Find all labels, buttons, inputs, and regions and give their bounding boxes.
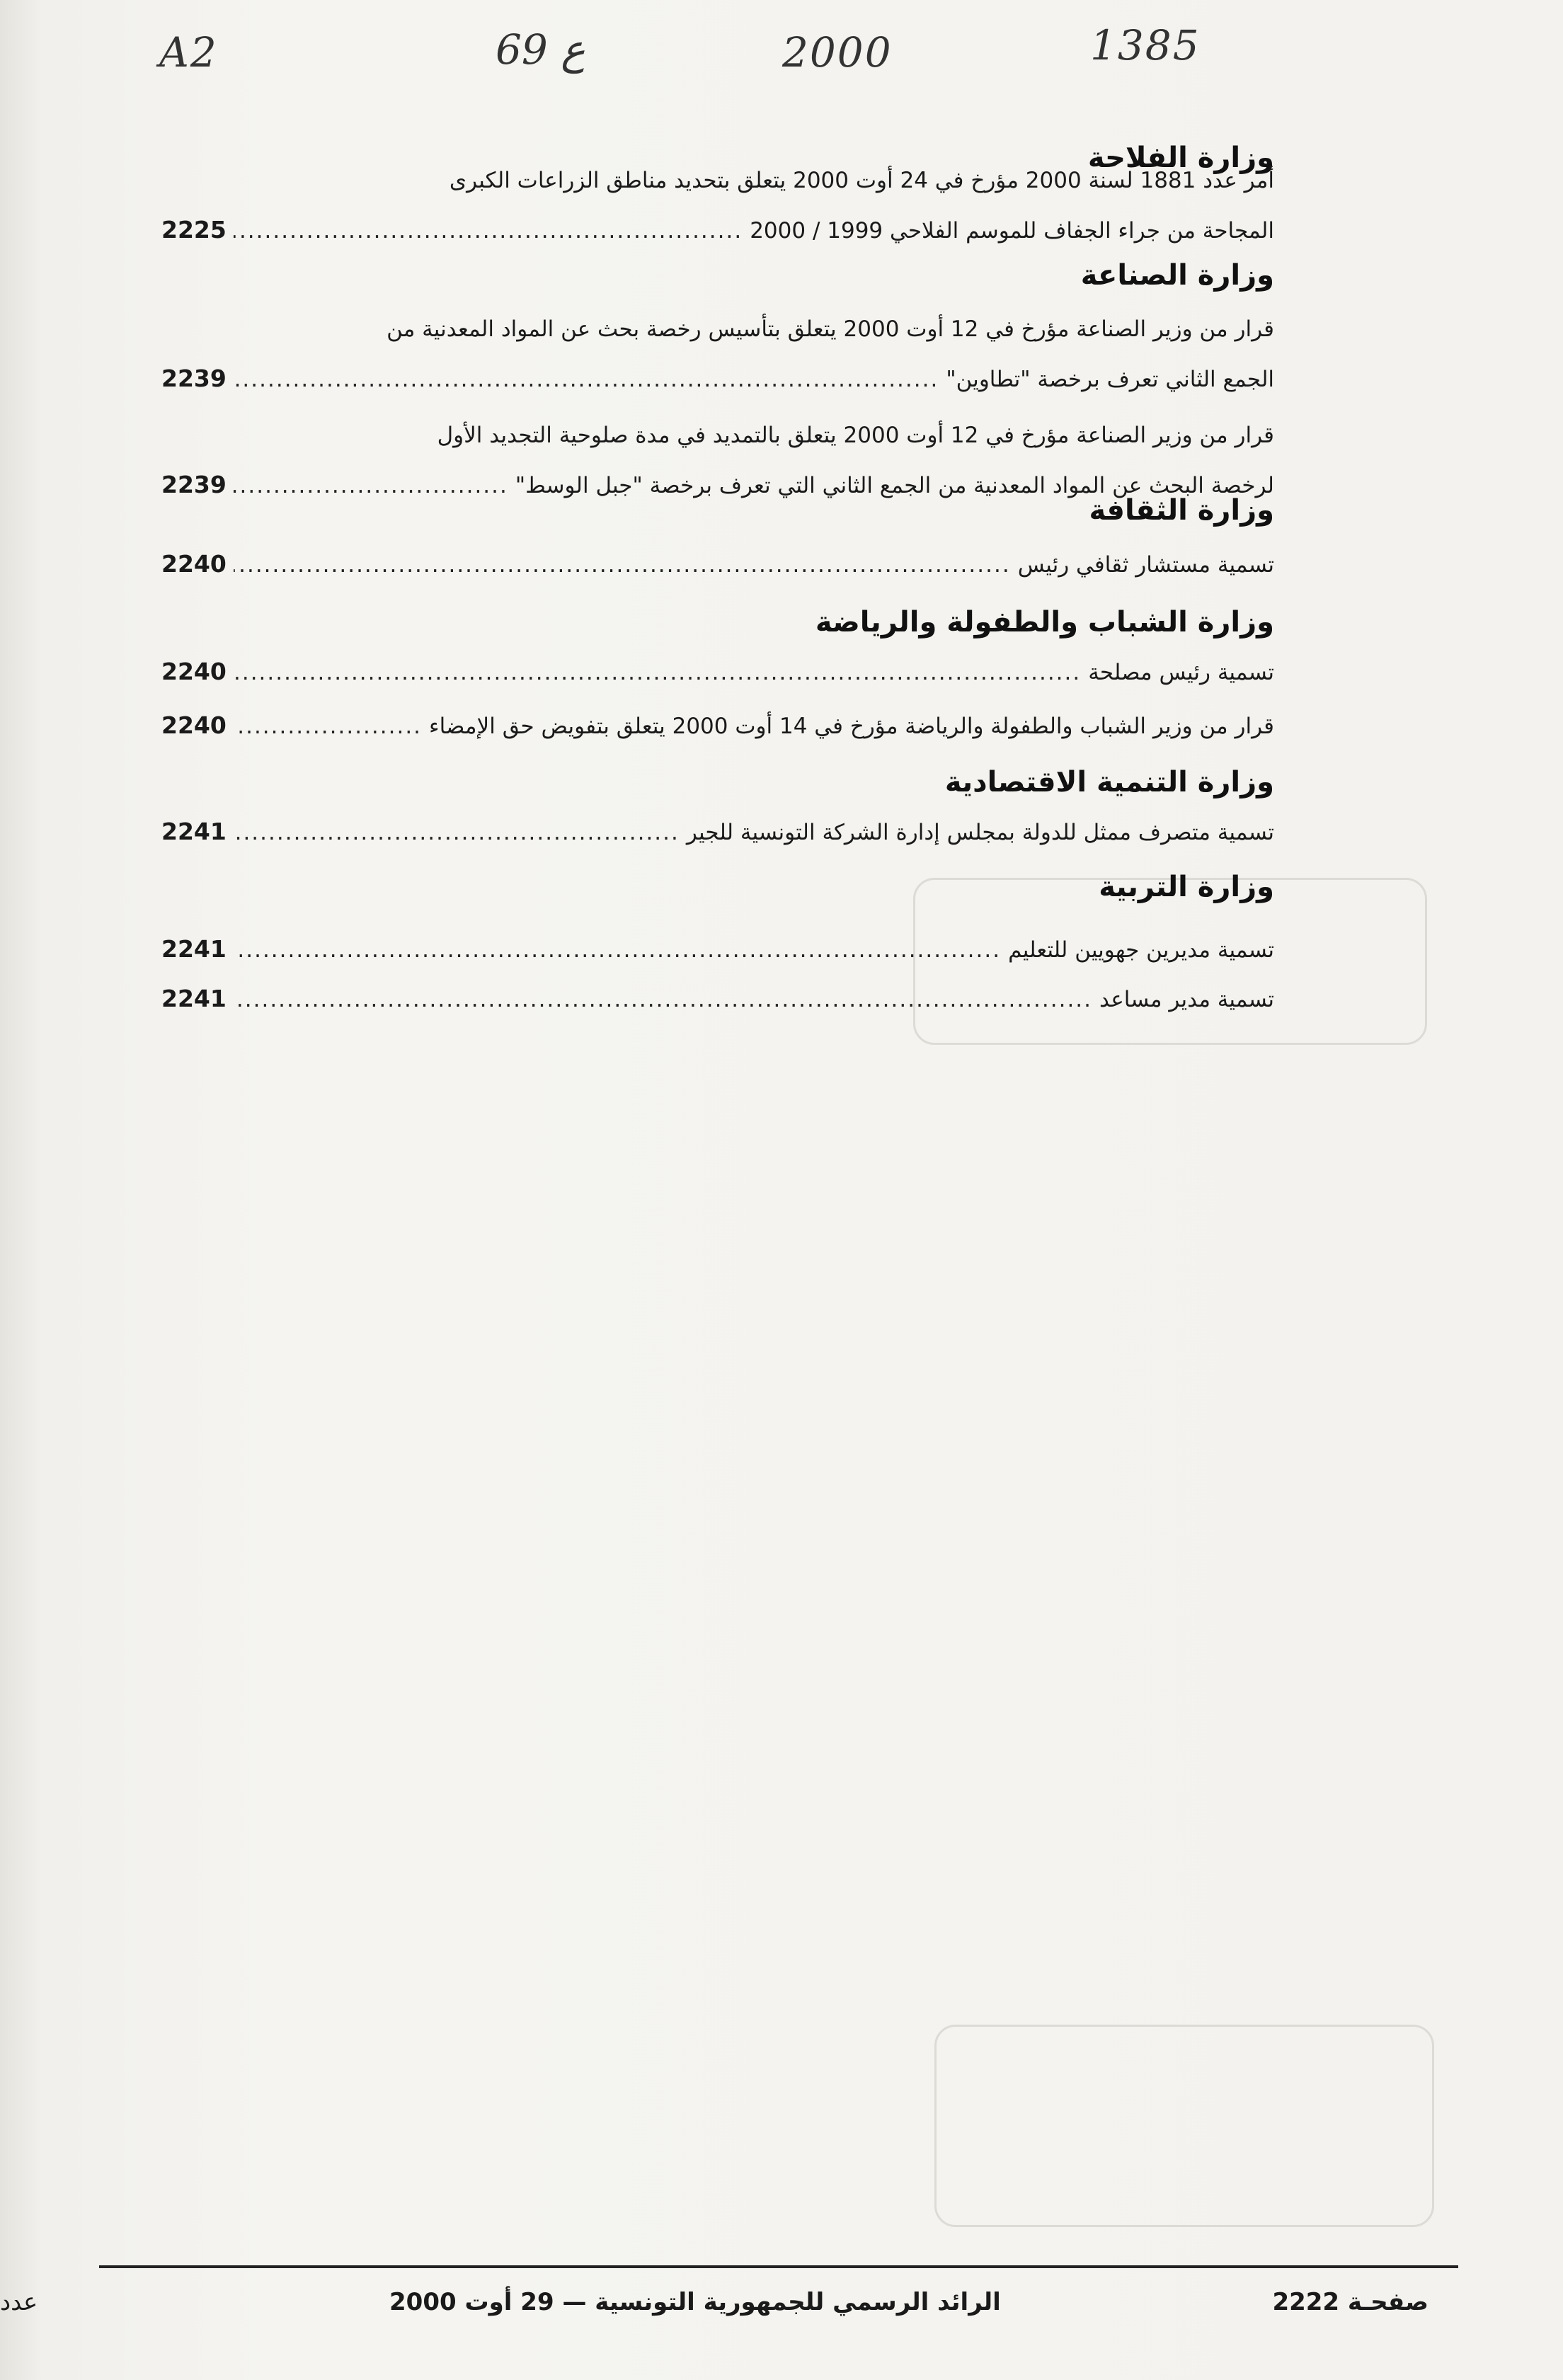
bleed-through-box: [934, 2025, 1434, 2227]
entry-line: تسمية مستشار ثقافي رئيس ..... 2240: [161, 539, 1274, 589]
page-number: 2241: [161, 935, 227, 963]
page-number: 2239: [161, 471, 227, 498]
entry-line: تسمية متصرف ممثل للدولة بمجلس إدارة الشركة التونسية للجير ..... 2241: [161, 807, 1274, 857]
footer-journal-title: الرائد الرسمي للجمهورية التونسية — 29 أوت 2000: [389, 2288, 1001, 2316]
page-number: 2240: [161, 550, 227, 578]
entry-line: تسمية مدير مساعد ..... 2241: [161, 974, 1274, 1024]
toc-entry: [161, 539, 1274, 589]
entry-line: الجمع الثاني تعرف برخصة "تطاوين" ..... 2239: [161, 354, 1274, 404]
table-of-contents: [0, 92, 1563, 1083]
entry-line: قرار من وزير الصناعة مؤرخ في 12 أوت 2000 يتعلق بالتمديد في مدة صلوحية التجديد الأول: [437, 423, 1274, 448]
toc-entry: [161, 304, 1274, 404]
leader-dots: [234, 975, 1092, 1024]
handwritten-mark: 2000: [782, 28, 893, 76]
entry-line: قرار من وزير الشباب والطفولة والرياضة مؤرخ في 14 أوت 2000 يتعلق بتفويض حق الإمضاء ..... 2240: [161, 701, 1274, 750]
entry-line: المجاحة من جراء الجفاف للموسم الفلاحي 1999 / 2000 ..... 2225: [161, 205, 1274, 255]
leader-dots: [234, 540, 1011, 590]
ministry-heading: وزارة الصناعة: [1080, 259, 1274, 292]
toc-entry: [161, 156, 1274, 255]
leader-dots: [234, 355, 939, 404]
leader-dots: [234, 461, 508, 510]
entry-line: تسمية مديرين جهويين للتعليم ..... 2241: [161, 925, 1274, 974]
leader-dots: [234, 206, 743, 256]
toc-entry: [161, 647, 1274, 697]
ministry-heading: وزارة الشباب والطفولة والرياضة: [815, 606, 1274, 639]
footer-issue-cut: عدد: [0, 2288, 38, 2316]
ministry-heading: وزارة التربية: [1099, 871, 1274, 903]
page-number: 2241: [161, 985, 227, 1012]
toc-entry: [161, 807, 1274, 857]
page-number: 2240: [161, 658, 227, 685]
page-number: 2239: [161, 365, 227, 392]
toc-entry: [161, 974, 1274, 1024]
page-number: 2225: [161, 216, 227, 244]
page-number: 2241: [161, 818, 227, 845]
page-footer: [0, 2288, 1563, 2330]
ministry-heading: وزارة التنمية الاقتصادية: [944, 766, 1274, 799]
entry-line: أمر عدد 1881 لسنة 2000 مؤرخ في 24 أوت 2000 يتعلق بتحديد مناطق الزراعات الكبرى: [449, 168, 1274, 193]
handwritten-mark: 1385: [1090, 21, 1201, 69]
leader-dots: [234, 702, 422, 751]
toc-entry: [161, 925, 1274, 974]
handwritten-mark: 69 ع: [496, 25, 585, 74]
entry-line: قرار من وزير الصناعة مؤرخ في 12 أوت 2000 يتعلق بتأسيس رخصة بحث عن المواد المعدنية من: [387, 316, 1274, 342]
ministry-heading: وزارة الثقافة: [1089, 494, 1274, 527]
handwritten-mark: A2: [159, 28, 218, 76]
entry-line: لرخصة البحث عن المواد المعدنية من الجمع الثاني التي تعرف برخصة "جبل الوسط" ..... 2239: [161, 460, 1274, 510]
ministry-heading: وزارة الفلاحة: [1087, 142, 1274, 174]
toc-entry: [161, 701, 1274, 750]
footer-page-number: صفحـة 2222: [1272, 2288, 1429, 2316]
leader-dots: [234, 808, 680, 857]
leader-dots: [234, 925, 1001, 975]
entry-line: تسمية رئيس مصلحة ..... 2240: [161, 647, 1274, 697]
leader-dots: [234, 648, 1081, 697]
footer-rule: [99, 2265, 1458, 2268]
page-number: 2240: [161, 711, 227, 739]
